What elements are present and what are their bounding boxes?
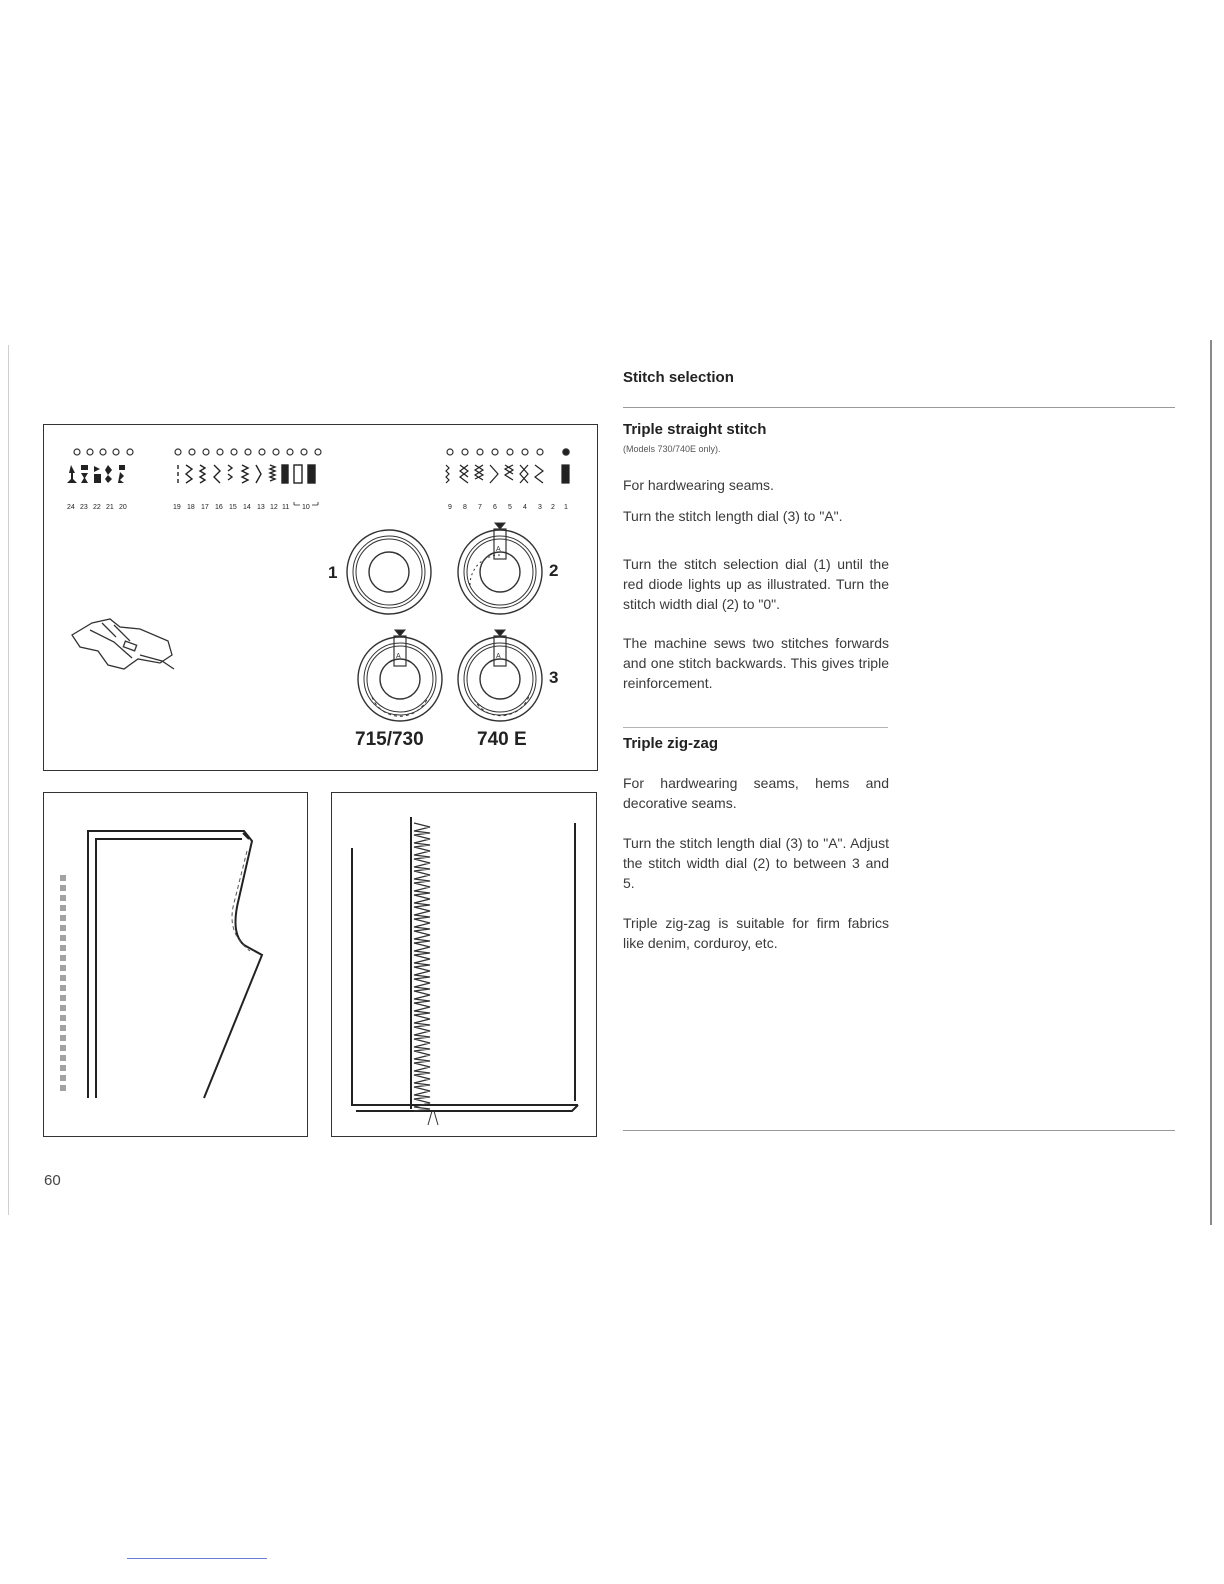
dial-2-mark: A [496,546,501,553]
stitch-number: 3 [538,504,542,511]
stitch-number: 15 [229,504,237,511]
zigzag-seam-illustration [332,793,596,1136]
heading-triple-zigzag: Triple zig-zag [623,735,719,752]
stitch-number: 7 [478,504,482,511]
diode-row-right [447,449,569,455]
stitch-dial-diagram [44,425,597,770]
stitch-number: 21 [106,504,114,511]
stitch-number: 5 [508,504,512,511]
stitch-numbers-middle [173,502,318,511]
dial-2 [458,523,542,614]
stitch-number: 6 [493,504,497,511]
stitch-number: 2 [551,504,555,511]
garment-seam-illustration [44,793,307,1136]
stitch-number: 9 [448,504,452,511]
divider-bottom [623,1130,1175,1131]
paragraph: The machine sews two stitches forwards and one stitch backwards. This gives triple reinforcement. [623,635,889,691]
stitch-number: 14 [243,504,251,511]
section-title: Stitch selection [623,369,734,386]
dial-label-1: 1 [328,563,338,582]
stitch-number: 17 [201,504,209,511]
stitch-number: 12 [270,504,278,511]
thread-ends [428,1111,438,1125]
dial-1 [347,530,431,614]
fabric-outline [352,817,578,1111]
garment-outline [88,831,262,1098]
stitch-number: 23 [80,504,88,511]
dial-length-740e [458,630,542,721]
stitch-number: 13 [257,504,265,511]
presser-foot-illustration [72,619,174,669]
stitch-number: 24 [67,504,75,511]
triple-stitch-marks [61,875,65,1091]
stitch-number: 10 [302,504,310,511]
page-number: 60 [44,1172,61,1189]
stitch-symbols-right [446,465,569,483]
paragraph: Triple zig-zag is suitable for firm fabrics like denim, corduroy, etc. [623,915,889,951]
stitch-dial-figure [43,424,598,771]
stitch-number: 11 [282,504,290,511]
dial-3-left-mark: A [396,653,401,660]
dial-3-right-mark: A [496,653,501,660]
stitch-number: 8 [463,504,467,511]
dial-label-2: 2 [549,561,559,580]
model-label-715-730: 715/730 [355,729,424,750]
dial-label-3: 3 [549,668,559,687]
paragraph: Turn the stitch length dial (3) to "A". Adjust the stitch width dial (2) to between 3 and 5. [623,835,889,891]
stitch-number: 1 [564,504,568,511]
stitch-number: 19 [173,504,181,511]
stitch-numbers-right [448,504,568,511]
seam-garment-figure [43,792,308,1137]
stitch-numbers-left [67,504,127,511]
paragraph: Turn the stitch length dial (3) to "A". [623,508,843,524]
paragraph: For hardwearing seams, hems and decorative seams. [623,775,889,811]
stitch-number: 4 [523,504,527,511]
diode-row-left [74,449,133,455]
divider-middle [623,727,888,728]
page-edge-left [8,345,9,1215]
stitch-number: 18 [187,504,195,511]
models-note: (Models 730/740E only). [623,444,721,454]
zigzag-hem-figure [331,792,597,1137]
paragraph: For hardwearing seams. [623,477,774,493]
stitch-number: 22 [93,504,101,511]
stitch-number: 20 [119,504,127,511]
diode-row-middle [175,449,321,455]
stitch-number: 16 [215,504,223,511]
divider-top [623,407,1175,408]
triple-zigzag-stitch [414,823,430,1111]
paragraph: Turn the stitch selection dial (1) until the red diode lights up as illustrated. Turn the stitch width dial (2) to "0". [623,556,889,612]
dial-length-715-730 [358,630,442,721]
blue-underline [127,1558,267,1559]
page-edge-right [1210,340,1212,1225]
stitch-symbols-left [67,465,125,483]
stitch-symbols-middle [178,465,315,483]
heading-triple-straight-stitch: Triple straight stitch [623,421,767,438]
model-label-740e: 740 E [477,729,527,750]
